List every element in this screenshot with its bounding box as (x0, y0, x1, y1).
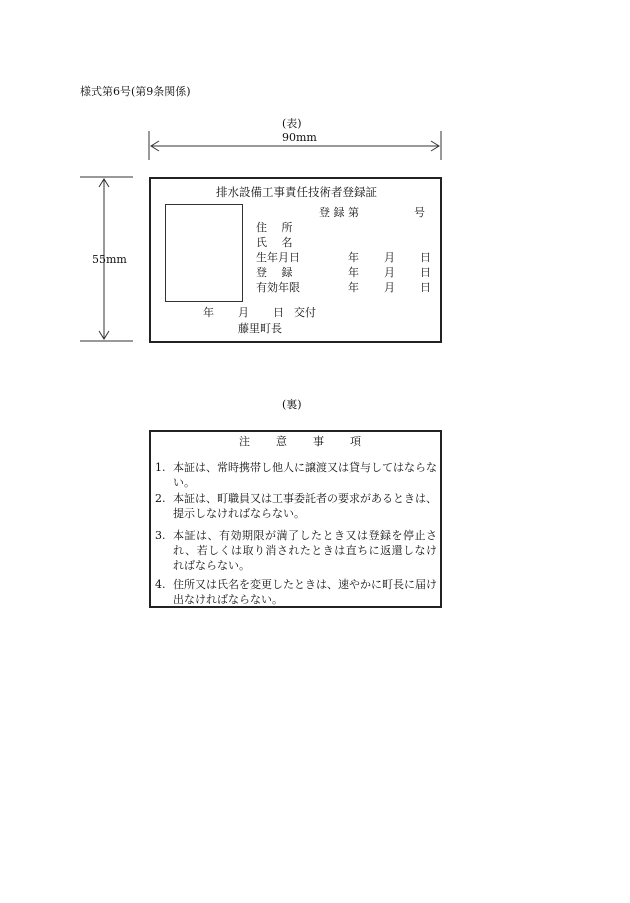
note-text: 本証は、町職員又は工事委託者の要求があるときは、提示しなければならない。 (173, 492, 437, 520)
back-side-label: (裏) (282, 398, 302, 411)
photo-box (165, 204, 243, 302)
registration-year-unit: 年 (348, 266, 359, 279)
notes-title-char: 注 (239, 435, 250, 448)
front-side-label: (表) (282, 117, 302, 130)
note-text: 住所又は氏名を変更したときは、速やかに町長に届け出なければならない。 (173, 578, 437, 606)
note-number: 3. (155, 529, 166, 542)
note-item (155, 528, 437, 573)
registration-month-unit: 月 (384, 266, 395, 279)
height-dimension-label: 55mm (92, 253, 127, 266)
note-number: 2. (155, 492, 166, 505)
notes-title (239, 433, 387, 449)
form-number: 様式第6号(第9条関係) (80, 85, 191, 98)
notes-title-char: 事 (313, 435, 324, 448)
width-dimension-label: 90mm (282, 131, 317, 144)
issue-month-unit: 月 (238, 306, 249, 319)
note-number: 4. (155, 578, 166, 591)
birth-month-unit: 月 (384, 251, 395, 264)
issue-issued-label: 交付 (294, 306, 316, 319)
issuer-name: 藤里町長 (238, 322, 282, 335)
field-name-label: 氏 名 (256, 236, 293, 249)
note-text: 本証は、有効期限が満了したとき又は登録を停止され、若しくは取り消されたときは直ちに返還しなければならない。 (173, 529, 437, 572)
note-item (155, 460, 437, 490)
field-address-label: 住 所 (256, 221, 293, 234)
notes-title-char: 意 (276, 435, 287, 448)
note-item (155, 577, 437, 607)
valid-month-unit: 月 (384, 281, 395, 294)
note-number: 1. (155, 461, 166, 474)
field-registration-label: 登 録 (256, 266, 293, 279)
valid-day-unit: 日 (420, 281, 431, 294)
valid-year-unit: 年 (348, 281, 359, 294)
card-title: 排水設備工事責任技術者登録証 (216, 185, 377, 199)
birth-day-unit: 日 (420, 251, 431, 264)
field-valid-until-label: 有効年限 (256, 281, 300, 294)
note-item (155, 491, 437, 521)
registration-day-unit: 日 (420, 266, 431, 279)
note-text: 本証は、常時携帯し他人に譲渡又は貸与してはならない。 (173, 461, 437, 489)
birth-year-unit: 年 (348, 251, 359, 264)
registration-no-prefix: 登 録 第 (319, 206, 359, 219)
registration-no-suffix: 号 (414, 206, 425, 219)
notes-title-char: 項 (350, 435, 361, 448)
issue-year-unit: 年 (203, 306, 214, 319)
field-birth-date-label: 生年月日 (256, 251, 300, 264)
issue-day-unit: 日 (273, 306, 284, 319)
